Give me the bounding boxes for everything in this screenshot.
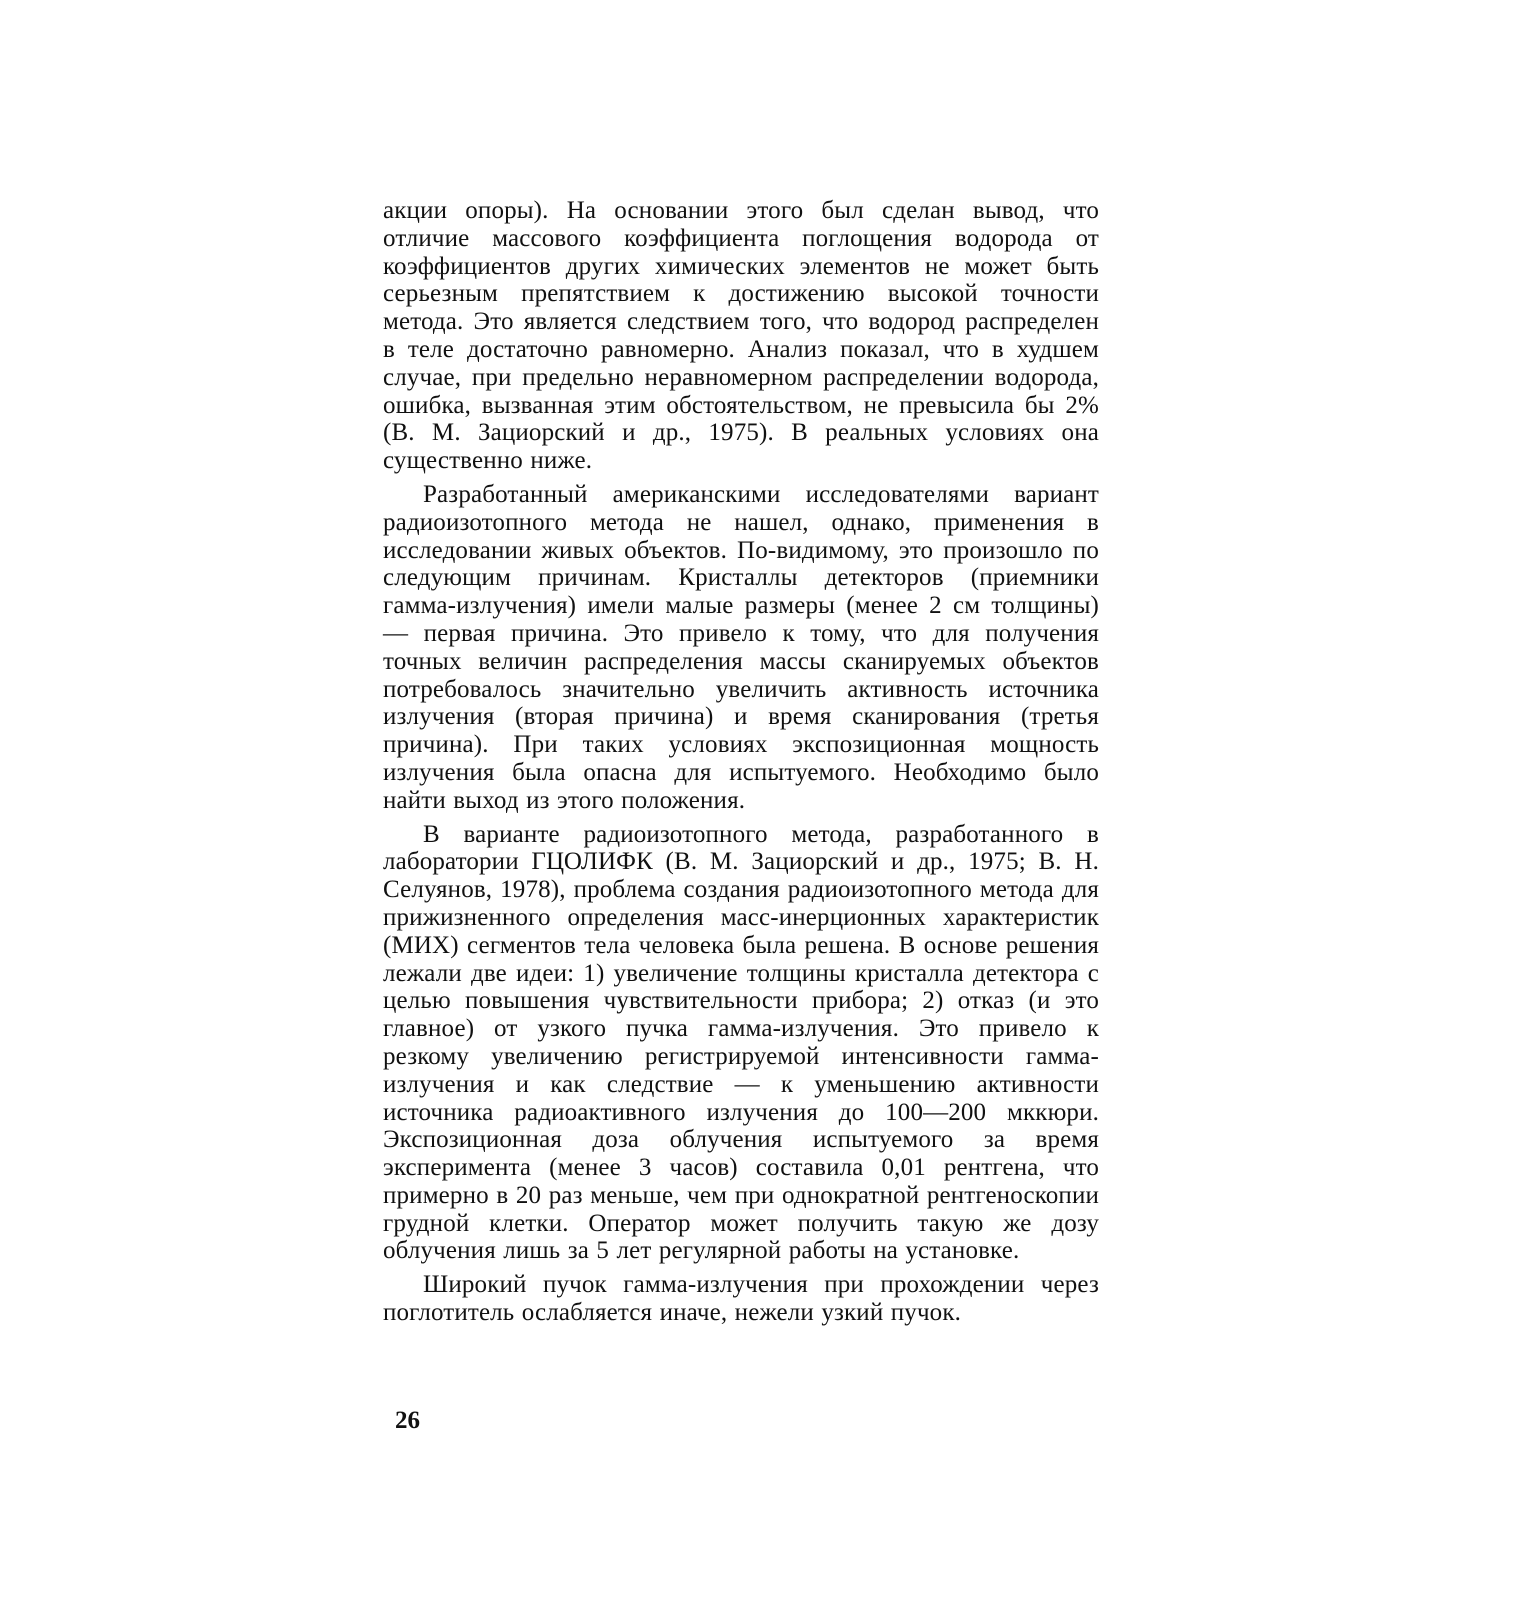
- paragraph-gcolifk-method: В варианте радиоизотопного метода, разработанного в лаборатории ГЦОЛИФК (В. М. Зациорский и др., 1975; В. Н. Селуянов, 1978), проблема создания радиоизотопного метода для прижизненного определения масс-инерционных характеристик (МИХ) сегментов тела человека была решена. В основе решения лежали две идеи: 1) увеличение толщины кристалла детектора с целью повышения чувствительности прибора; 2) отказ (и это главное) от узкого пучка гамма-излучения. Это привело к резкому увеличению регистрируемой интенсивности гамма-излучения и как следствие — к уменьшению активности источника радиоактивного излучения до 100—200 мккюри. Экспозиционная доза облучения испытуемого за время эксперимента (менее 3 часов) составила 0,01 рентгена, что примерно в 20 раз меньше, чем при однократной рентгеноскопии грудной клетки. Оператор может получить такую же дозу облучения лишь за 5 лет регулярной работы на установке.: [383, 820, 1099, 1265]
- paragraph-american-method: Разработанный американскими исследователями вариант радиоизотопного метода не нашел, однако, применения в исследовании живых объектов. По-видимому, это произошло по следующим причинам. Кристаллы детекторов (приемники гамма-излучения) имели малые размеры (менее 2 см толщины) — первая причина. Это привело к тому, что для получения точных величин распределения массы сканируемых объектов потребовалось значительно увеличить активность источника излучения (вторая причина) и время сканирования (третья причина). При таких условиях экспозиционная мощность излучения была опасна для испытуемого. Необходимо было найти выход из этого положения.: [383, 480, 1099, 814]
- paragraph-continuation: акции опоры). На основании этого был сделан вывод, что отличие массового коэффициента поглощения водорода от коэффициентов других химических элементов не может быть серьезным препятствием к достижению высокой точности метода. Это является следствием того, что водород распределен в теле достаточно равномерно. Анализ показал, что в худшем случае, при предельно неравномерном распределении водорода, ошибка, вызванная этим обстоятельством, не превысила бы 2% (В. М. Зациорский и др., 1975). В реальных условиях она существенно ниже.: [383, 197, 1099, 475]
- paragraph-wide-beam: Широкий пучок гамма-излучения при прохождении через поглотитель ослабляется иначе, нежели узкий пучок.: [383, 1271, 1099, 1327]
- page-number: 26: [395, 1407, 420, 1434]
- body-text: [383, 197, 1099, 1327]
